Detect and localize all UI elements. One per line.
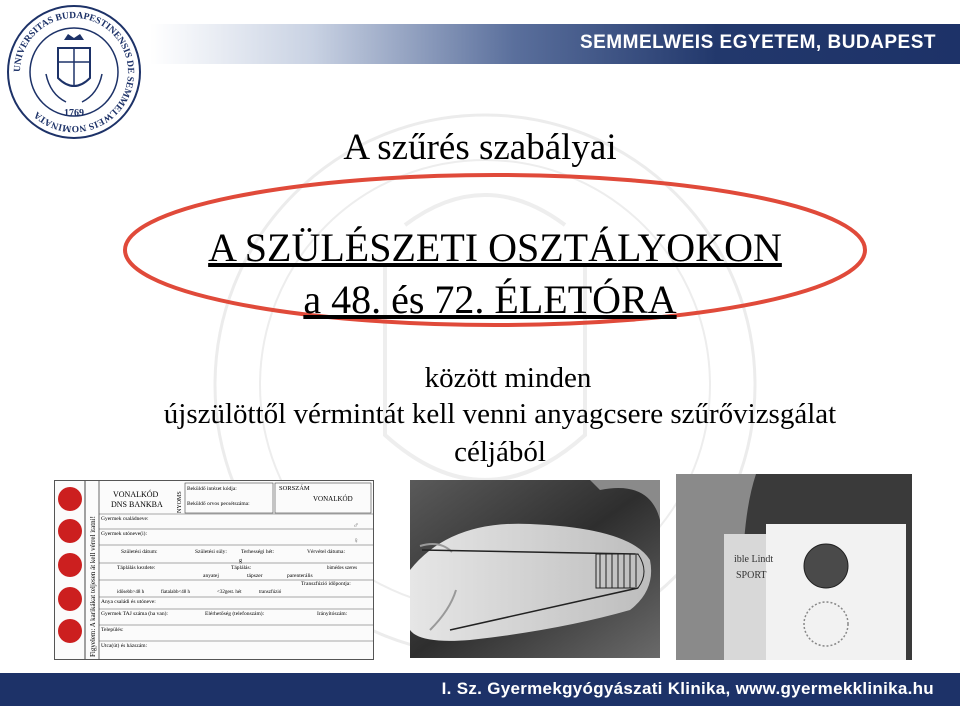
card-szuletesi-datum: Születési dátum:	[121, 549, 158, 555]
card-tapszer: tápszer	[247, 573, 263, 579]
card-telepules: Település:	[101, 627, 124, 633]
seal-year: 1769	[64, 108, 84, 119]
card-fiatalabb: fiatalabb<48 h	[161, 590, 191, 595]
card-vonalkod-right: VONALKÓD	[313, 495, 353, 503]
headline-hours: a 48. és 72. ÉLETÓRA	[303, 277, 677, 322]
card-terhessegi-het: Terhességi hét:	[241, 549, 275, 555]
card-bimedes: bimédes szeres	[327, 566, 358, 571]
slide-title: A szűrés szabályai	[343, 127, 617, 168]
card-parenteralis: parenterális	[287, 573, 313, 579]
body-line-1: között minden	[424, 362, 592, 394]
card-nyoms: NYOMS	[177, 491, 183, 513]
card-gyermek-utoneve: Gyermek utóneve(i):	[101, 531, 147, 537]
card-male-symbol: ♂	[353, 521, 359, 530]
university-seal-logo	[6, 4, 142, 140]
card-etetes-kezdete: Táplálás kezdete:	[117, 565, 156, 571]
card-female-symbol: ♀	[353, 536, 359, 545]
card-vonalkod-left: VONALKÓD	[113, 490, 159, 499]
screening-card	[54, 480, 374, 660]
card-szuletesi-suly: Születési súly:	[195, 549, 227, 555]
card-dns-bank: DNS BANKBA	[111, 500, 163, 509]
body-line-2: újszülöttől vérmintát kell venni anyagcsere szűrővizsgálat	[163, 398, 837, 430]
card-gest-het: <32gest. hét	[217, 590, 242, 595]
card-taplalas: Táplálás:	[231, 565, 252, 571]
card-taj: Gyermek TAJ száma (ha van):	[101, 611, 168, 617]
filter-paper-photo	[676, 474, 912, 660]
headline-departments: A SZÜLÉSZETI OSZTÁLYOKON	[208, 225, 782, 270]
blood-spots	[58, 487, 82, 643]
card-transzfuzio: Transzfúzió időpontja:	[301, 581, 351, 587]
card-verveteli-datum: Vérvétel dátuma:	[307, 549, 346, 555]
header-banner-text: SEMMELWEIS EGYETEM, BUDAPEST	[579, 32, 936, 53]
card-elerhetoseg: Elérhetőség (telefonszám):	[205, 611, 265, 617]
footer-banner	[0, 673, 960, 706]
card-idosebb: idősebb>48 h	[117, 590, 145, 595]
header-banner	[150, 24, 960, 64]
card-sorszam: SORSZÁM	[279, 485, 310, 492]
footer-banner-text: I. Sz. Gyermekgyógyászati Klinika, www.gyermekklinika.hu	[441, 679, 934, 698]
card-transzfundalt: transzfúzió	[259, 590, 282, 595]
card-g-unit: g	[239, 558, 242, 564]
card-iranyitoszam: Irányítószám:	[317, 611, 348, 617]
heel-photo	[410, 480, 660, 658]
body-line-3: céljából	[454, 436, 546, 468]
card-utca: Utca(út) és házszám:	[101, 643, 148, 649]
card-gyermek-csaladneve: Gyermek családneve:	[101, 516, 149, 522]
card-anya-nev: Anya családi és utóneve:	[101, 599, 156, 605]
photo2-label-2: SPORT	[736, 570, 767, 581]
seal-ring-text: UNIVERSITAS BUDAPESTINENSIS DE SEMMELWEIS NOMINATA	[12, 10, 136, 134]
card-bekuldo-kod: Beküldő intézet kódja:	[187, 486, 237, 492]
card-anyatej: anyatej	[203, 573, 219, 579]
card-side-label: Figyelem: A karikákat teljesen át kell vérrel itatni!	[89, 516, 97, 657]
card-bekuldo-orvos: Beküldő orvos pecsétszáma:	[187, 501, 250, 507]
photo2-label-1: ible Lindt	[734, 554, 774, 565]
